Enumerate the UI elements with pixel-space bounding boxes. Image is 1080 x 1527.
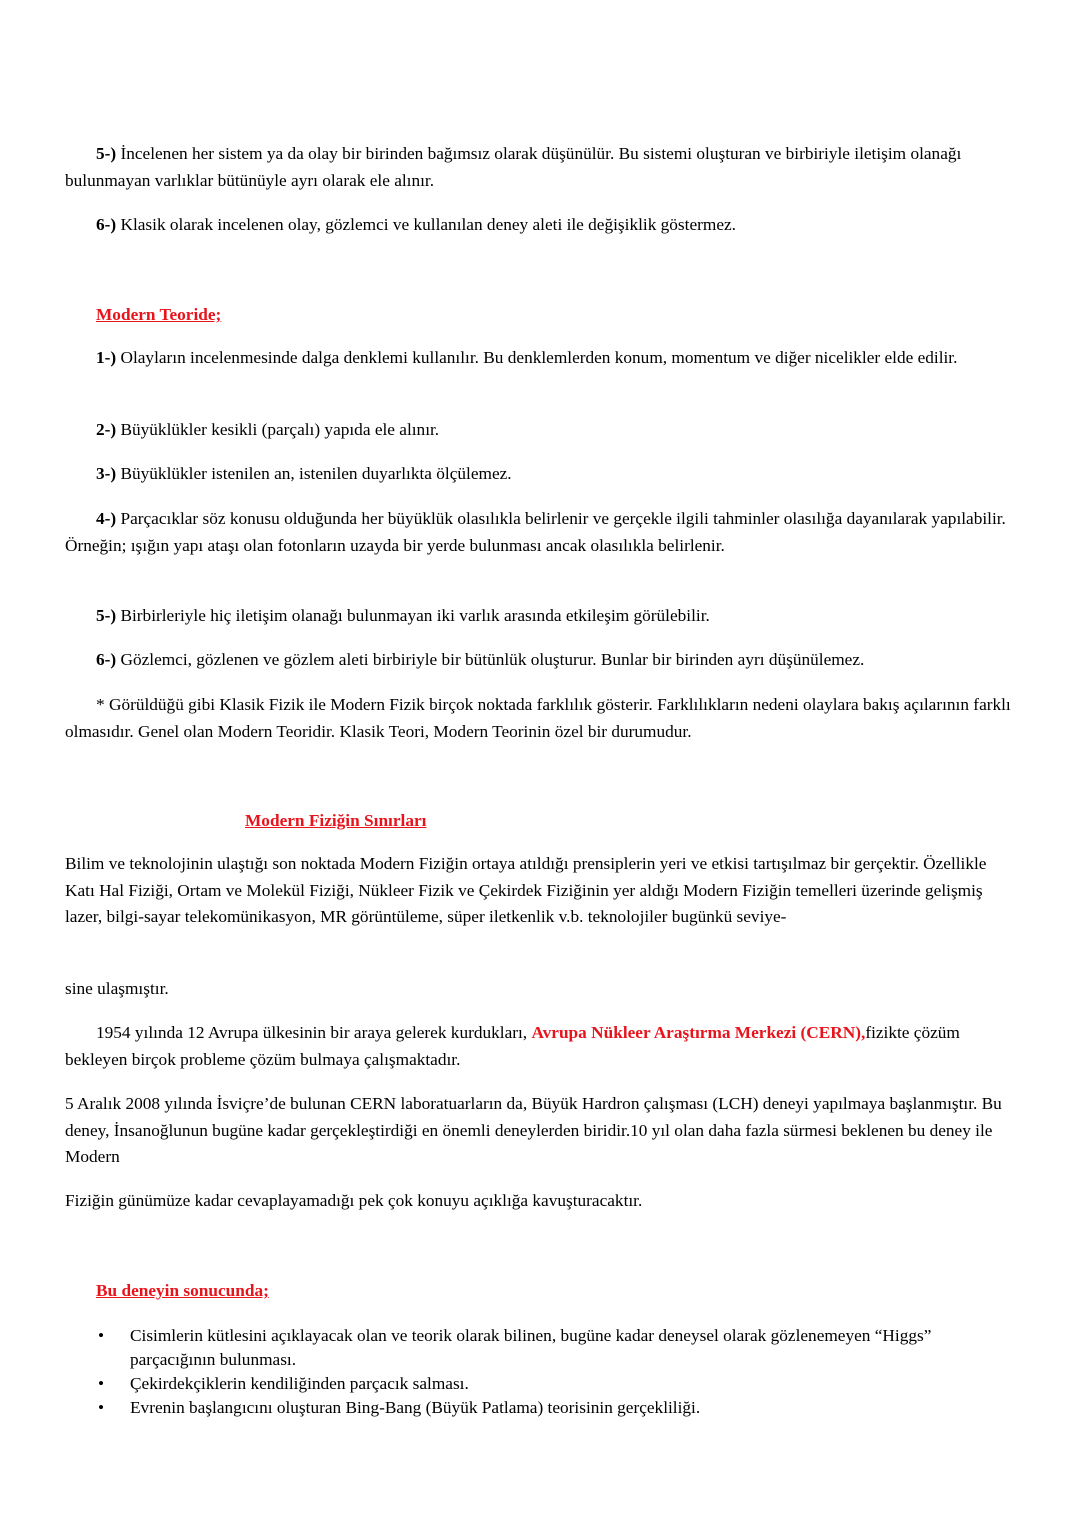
cern-paragraph (65, 1020, 1015, 1073)
list-item-text: Evrenin başlangıcını oluşturan Bing-Bang (Büyük Patlama) teorisinin gerçekliliği. (130, 1398, 701, 1417)
bullet-icon: • (98, 1326, 105, 1345)
item-number: 4-) (96, 509, 117, 528)
modern-item-4 (65, 506, 1015, 559)
results-list (65, 1324, 1015, 1420)
list-item (65, 1324, 1015, 1372)
bullet-icon: • (98, 1374, 105, 1393)
classical-item-6 (65, 212, 1015, 239)
item-text: Birbirleriyle hiç iletişim olanağı bulunmayan iki varlık arasında etkileşim görülebilir. (116, 606, 710, 625)
list-item (65, 1372, 1015, 1396)
modern-item-6 (65, 647, 1015, 674)
limits-paragraph-1: Bilim ve teknolojinin ulaştığı son noktada Modern Fiziğin ortaya atıldığı prensiplerin yeri ve etkisi tartışılmaz bir gerçektir. Özellikle Katı Hal Fiziği, Ortam ve Molekül Fiziği, Nükleer Fizik ve Çekirdek Fiziğinin yer aldığı Modern Fiziğin temelleri üzerinde gelişmiş lazer, bilgi-sayar telekomünikasyon, MR görüntüleme, süper iletkenlik v.b. teknolojiler bugünkü seviye- (65, 854, 987, 926)
item-number: 5-) (96, 606, 117, 625)
cern-rest-text: fizikte çözüm bekleyen birçok probleme çözüm bulmaya çalışmaktadır. (65, 1023, 960, 1069)
lhc-paragraph-continued: Fiziğin günümüze kadar cevaplayamadığı pek çok konuyu açıklığa kavuşturacaktır. (65, 1191, 643, 1210)
item-text: Büyüklükler kesikli (parçalı) yapıda ele alınır. (116, 420, 440, 439)
item-text: Büyüklükler istenilen an, istenilen duyarlıkta ölçülemez. (116, 464, 512, 483)
item-text: İncelenen her sistem ya da olay bir birinden bağımsız olarak düşünülür. Bu sistemi oluşturan ve birbiriyle iletişim olanağı bulunmayan varlıklar bütünüyle ayrı olarak ele alınır. (65, 144, 962, 190)
list-item-text: Cisimlerin kütlesini açıklayacak olan ve teorik olarak bilinen, bugüne kadar deneysel olarak gözlenemeyen “Higgs” parçacığının bulunması. (130, 1326, 932, 1369)
modern-item-3 (65, 461, 1015, 488)
classical-item-5 (65, 141, 1015, 194)
item-text: Klasik olarak incelenen olay, gözlemci ve kullanılan deney aleti ile değişiklik göstermez. (116, 215, 736, 234)
item-text: Parçacıklar söz konusu olduğunda her büyüklük olasılıkla belirlenir ve gerçekle ilgili tahminler olasılığa dayanılarak yapılabilir. Örneğin; ışığın yapı ataşı olan fotonların uzayda bir yerde bulunması ancak olasılıkla belirlenir. (65, 509, 1006, 555)
modern-theory-heading: Modern Teoride; (96, 305, 222, 324)
item-number: 6-) (96, 215, 117, 234)
item-text: Olayların incelenmesinde dalga denklemi kullanılır. Bu denklemlerden konum, momentum ve diğer nicelikler elde edilir. (116, 348, 958, 367)
item-number: 3-) (96, 464, 117, 483)
modern-item-1 (65, 345, 1015, 372)
bullet-icon: • (98, 1398, 105, 1417)
comparison-note: * Görüldüğü gibi Klasik Fizik ile Modern Fizik birçok noktada farklılık gösterir. Farklılıkların nedeni olaylara bakış açılarının farklı olmasıdır. Genel olan Modern Teoridir. Klasik Teori, Modern Teorinin özel bir durumudur. (65, 695, 1011, 741)
item-number: 2-) (96, 420, 117, 439)
cern-intro-text: 1954 yılında 12 Avrupa ülkesinin bir araya gelerek kurdukları, (96, 1023, 532, 1042)
item-number: 6-) (96, 650, 117, 669)
modern-item-2 (65, 417, 1015, 444)
list-item (65, 1396, 1015, 1420)
cern-name: Avrupa Nükleer Araştırma Merkezi (CERN), (531, 1023, 866, 1042)
modern-item-5 (65, 603, 1015, 630)
experiment-results-heading: Bu deneyin sonucunda; (96, 1281, 269, 1300)
lhc-paragraph: 5 Aralık 2008 yılında İsviçre’de bulunan CERN laboratuarların da, Büyük Hardron çalışması (LCH) deneyi yapılmaya başlanmıştır. Bu deney, İnsanoğlunun bugüne kadar gerçekleştirdiği en önemli deneylerden biridir.10 yıl olan daha fazla sürmesi beklenen bu deney ile Modern (65, 1094, 1002, 1166)
item-number: 1-) (96, 348, 117, 367)
limits-paragraph-2: sine ulaşmıştır. (65, 979, 169, 998)
modern-physics-limits-heading: Modern Fiziğin Sınırları (245, 811, 427, 830)
item-number: 5-) (96, 144, 117, 163)
list-item-text: Çekirdekçiklerin kendiliğinden parçacık salması. (130, 1374, 469, 1393)
item-text: Gözlemci, gözlenen ve gözlem aleti birbiriyle bir bütünlük oluşturur. Bunlar bir birinden ayrı düşünülemez. (116, 650, 865, 669)
